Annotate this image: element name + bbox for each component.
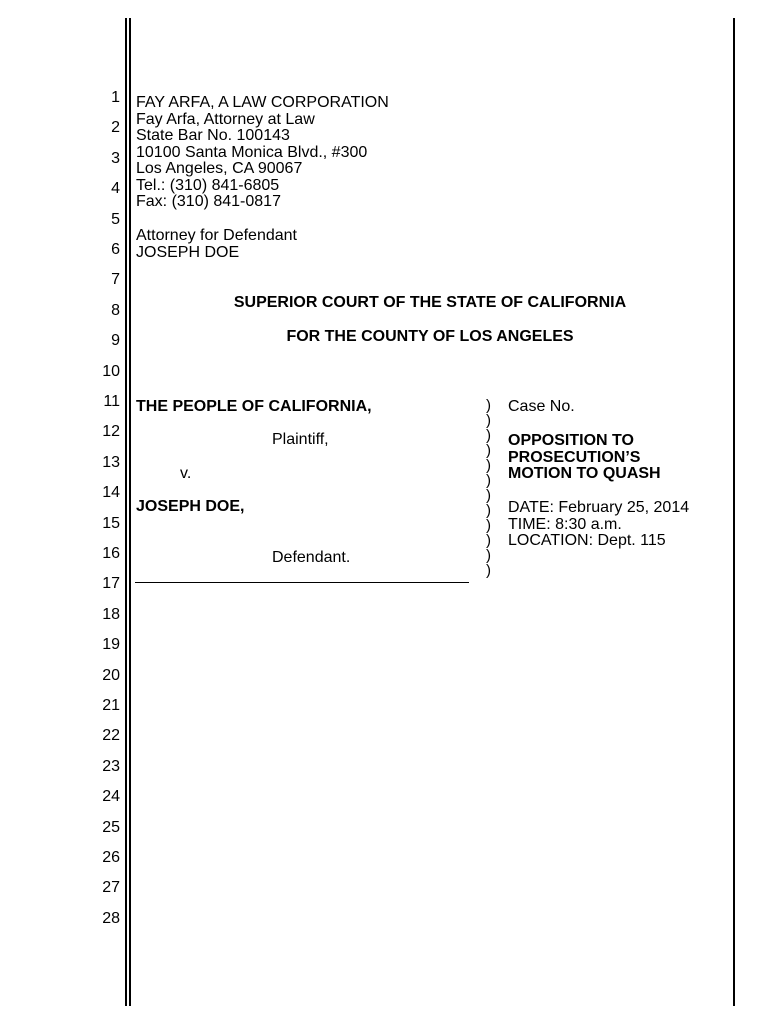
line-number: 22: [102, 727, 120, 745]
caption-paren: ): [486, 487, 491, 504]
attorney-name: Fay Arfa, Attorney at Law: [136, 110, 315, 128]
left-margin-rule-outer: [125, 18, 127, 1006]
defendant-name: JOSEPH DOE,: [136, 498, 245, 515]
line-number: 19: [102, 636, 120, 654]
line-number: 21: [102, 697, 120, 714]
line-number: 20: [102, 666, 120, 684]
document-title-line-1: OPPOSITION TO: [508, 432, 634, 449]
line-number: 24: [102, 788, 120, 806]
caption-paren: ): [486, 472, 491, 489]
right-margin-rule: [733, 18, 735, 1006]
telephone: Tel.: (310) 841-6805: [136, 176, 280, 194]
hearing-location: LOCATION: Dept. 115: [508, 532, 666, 549]
state-bar-number: State Bar No. 100143: [136, 127, 290, 144]
court-name: SUPERIOR COURT OF THE STATE OF CALIFORNIA: [233, 294, 627, 311]
case-number-label: Case No.: [508, 398, 575, 415]
line-number: 1: [111, 89, 120, 106]
line-number: 4: [111, 180, 120, 198]
caption-paren: ): [486, 532, 491, 549]
caption-paren: ): [486, 397, 491, 414]
line-number: 25: [102, 818, 120, 836]
left-margin-rule-inner: [129, 18, 131, 1006]
line-number: 5: [111, 210, 120, 228]
line-number: 16: [102, 545, 120, 562]
document-title-line-2: PROSECUTION’S: [508, 448, 641, 466]
caption-paren: ): [486, 547, 491, 564]
line-number: 15: [102, 514, 120, 532]
caption-paren: ): [486, 412, 491, 429]
line-number: 12: [102, 423, 120, 441]
plaintiff-role: Plaintiff,: [272, 431, 329, 448]
client-name: JOSEPH DOE: [136, 243, 240, 261]
line-number: 27: [102, 879, 120, 897]
address-line-1: 10100 Santa Monica Blvd., #300: [136, 143, 368, 161]
line-number: 10: [102, 362, 120, 380]
hearing-date: DATE: February 25, 2014: [508, 499, 690, 516]
caption-underline: [135, 582, 469, 583]
caption-paren: ): [486, 562, 491, 579]
caption-paren: ): [486, 502, 491, 519]
caption-paren: ): [486, 517, 491, 534]
line-number: 3: [111, 149, 120, 167]
address-line-2: Los Angeles, CA 90067: [136, 160, 303, 177]
line-number: 14: [102, 484, 120, 502]
line-number: 18: [102, 605, 120, 623]
fax: Fax: (310) 841-0817: [136, 193, 281, 210]
line-number: 17: [102, 575, 120, 593]
line-number: 7: [111, 271, 120, 289]
line-number: 28: [102, 909, 120, 927]
versus: v.: [180, 465, 192, 482]
line-number: 11: [103, 393, 120, 410]
plaintiff-name: THE PEOPLE OF CALIFORNIA,: [136, 398, 372, 415]
line-number: 9: [111, 332, 120, 350]
caption-paren: ): [486, 457, 491, 474]
caption-paren: ): [486, 427, 491, 444]
attorney-for: Attorney for Defendant: [136, 227, 297, 244]
line-number: 8: [111, 301, 120, 319]
court-county: FOR THE COUNTY OF LOS ANGELES: [286, 328, 574, 345]
firm-name: FAY ARFA, A LAW CORPORATION: [136, 94, 389, 111]
caption-paren: ): [486, 442, 491, 459]
line-number: 2: [111, 119, 120, 137]
document-title-line-3: MOTION TO QUASH: [508, 465, 661, 482]
hearing-time: TIME: 8:30 a.m.: [508, 515, 622, 533]
line-number: 13: [102, 453, 120, 471]
defendant-role: Defendant.: [272, 549, 351, 566]
line-number: 6: [111, 241, 120, 258]
line-number: 23: [102, 757, 120, 775]
line-number: 26: [102, 849, 120, 866]
caption-paren-divider: [486, 398, 498, 578]
